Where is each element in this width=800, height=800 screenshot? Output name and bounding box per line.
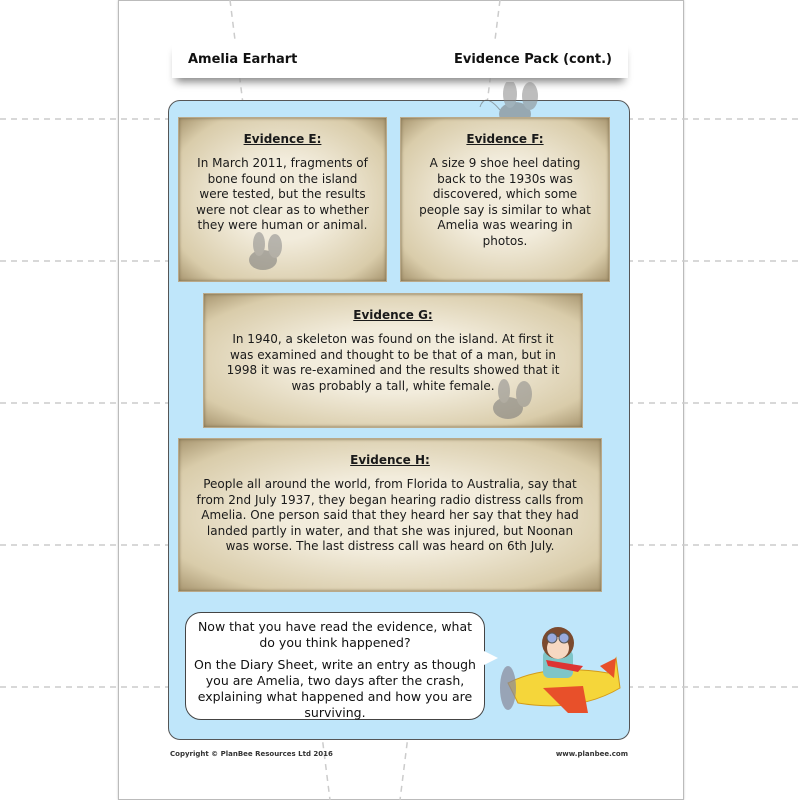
evidence-text: In March 2011, fragments of bone found on the island were tested, but the results were not clear as to whether they were human or animal. bbox=[196, 156, 369, 232]
speech-bubble bbox=[185, 612, 485, 720]
page-header bbox=[172, 40, 628, 78]
bee-icon bbox=[478, 378, 548, 433]
evidence-heading: Evidence F: bbox=[466, 132, 544, 146]
evidence-text: A size 9 shoe heel dating back to the 1930s was discovered, which some people say is similar to what Amelia was wearing in photos. bbox=[419, 156, 591, 248]
evidence-heading: Evidence E: bbox=[243, 132, 322, 146]
evidence-heading: Evidence H: bbox=[350, 453, 430, 467]
evidence-card-h bbox=[178, 438, 602, 592]
header-subtitle: Evidence Pack (cont.) bbox=[454, 51, 612, 67]
evidence-text: People all around the world, from Florida to Australia, say that from 2nd July 1937, they began hearing radio distress calls from Amelia. One person said that they heard her say that they had landed partly in water, and that she was injured, but Noonan was worse. The last distress call was heard on 6th July. bbox=[196, 477, 584, 553]
evidence-card-f bbox=[400, 117, 610, 282]
bee-icon bbox=[235, 230, 295, 280]
copyright-text: Copyright © PlanBee Resources Ltd 2016 bbox=[170, 750, 333, 758]
task-question: Now that you have read the evidence, what do you think happened? bbox=[197, 619, 473, 650]
task-instruction: On the Diary Sheet, write an entry as though you are Amelia, two days after the crash, explaining what happened and how you are surviving. bbox=[194, 657, 476, 720]
amelia-plane-illustration bbox=[488, 618, 623, 723]
header-title: Amelia Earhart bbox=[188, 51, 298, 67]
evidence-heading: Evidence G: bbox=[353, 308, 433, 322]
evidence-text: In 1940, a skeleton was found on the island. At first it was examined and thought to be that of a man, but in 1998 it was re-examined and the results showed that it was probably a tall, white female. bbox=[226, 332, 560, 393]
website-link[interactable]: www.planbee.com bbox=[555, 750, 628, 758]
